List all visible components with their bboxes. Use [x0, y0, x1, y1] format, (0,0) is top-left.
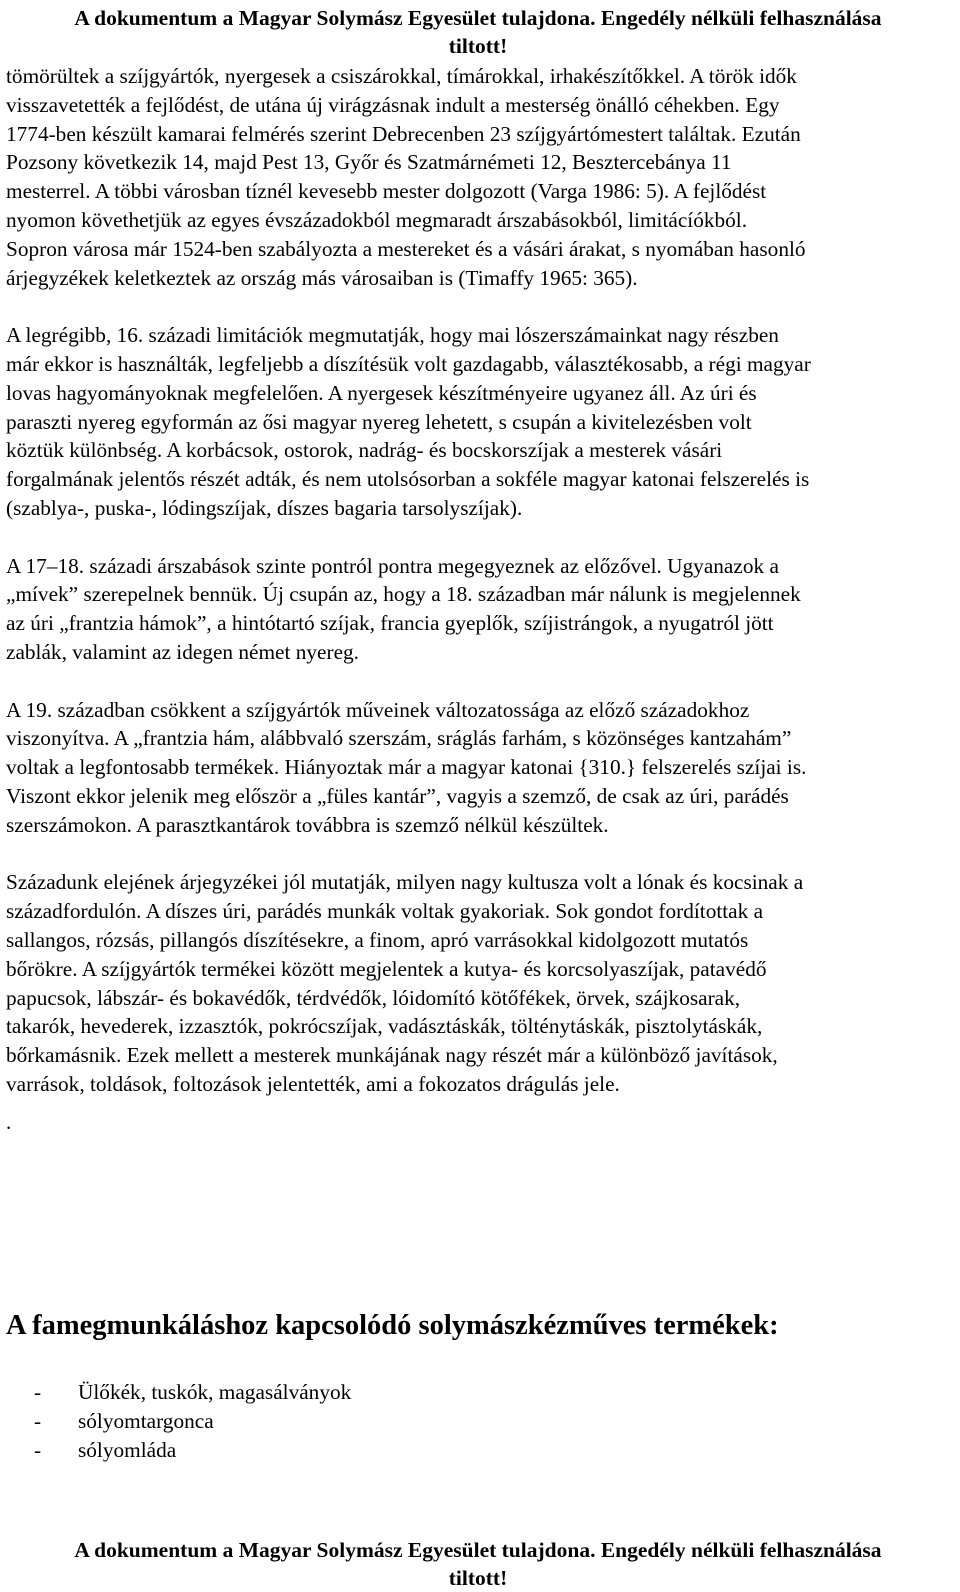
text-line: Viszont ekkor jelenik meg először a „füles kantár”, vagyis a szemző, de csak az úri, parádés: [6, 783, 789, 808]
text-line: „mívek” szerepelnek bennük. Új csupán az, hogy a 18. században már nálunk is megjelennek: [6, 582, 801, 607]
text-line: tömörültek a szíjgyártók, nyergesek a csiszárokkal, tímárokkal, irhakészítőkkel. A török idők: [6, 64, 797, 88]
copyright-header: [6, 4, 950, 60]
text-line: Sopron városa már 1524-ben szabályozta a mestereket és a vásári árakat, s nyomában hasonló: [6, 236, 806, 261]
copyright-header-line-2: tiltott!: [448, 34, 508, 58]
text-line: varrások, toldások, foltozások jelentették, ami a fokozatos drágulás jele.: [6, 1071, 620, 1096]
text-line: sallangos, rózsás, pillangós díszítésekre, a finom, apró varrásokkal kidolgozott mutatós: [6, 927, 749, 952]
list-item: [6, 1407, 351, 1436]
text-line: nyomon követhetjük az egyes évszázadokból megmaradt árszabásokból, limitácíókból.: [6, 207, 748, 232]
list-item-text: sólyomláda: [78, 1437, 177, 1462]
text-line: A legrégibb, 16. századi limitációk megmutatják, hogy mai lószerszámainkat nagy részben: [6, 323, 779, 348]
text-line: már ekkor is használták, legfeljebb a díszítésük volt gazdagabb, választékosabb, a régi magyar: [6, 351, 811, 376]
text-line: szerszámokon. A parasztkantárok továbbra is szemző nélkül készültek.: [6, 812, 609, 837]
text-line: az úri „frantzia hámok”, a hintótartó szíjak, francia gyeplők, szíjistrángok, a nyugatról jött: [6, 611, 774, 636]
product-list: [6, 1378, 351, 1464]
list-item: [6, 1436, 351, 1465]
list-bullet: -: [34, 1437, 42, 1462]
text-line: mesterrel. A többi városban tíznél kevesebb mester dolgozott (Varga 1986: 5). A fejlődést: [6, 179, 767, 204]
text-line: 1774-ben készült kamarai felmérés szerint Debrecenben 23 szíjgyártómestert találtak. Ezután: [6, 121, 801, 146]
list-item-text: sólyomtargonca: [78, 1408, 214, 1433]
copyright-footer: [6, 1536, 950, 1592]
text-line: Pozsony következik 14, majd Pest 13, Győr és Szatmárnémeti 12, Besztercebánya 11: [6, 150, 732, 175]
section-heading: A famegmunkáláshoz kapcsolódó solymászkézműves termékek:: [6, 1310, 779, 1341]
text-line: zablák, valamint az idegen német nyereg.: [6, 639, 360, 664]
text-line: (szablya-, puska-, lódingszíjak, díszes bagaria tarsolyszíjak).: [6, 495, 523, 520]
copyright-footer-line-1: A dokumentum a Magyar Solymász Egyesület tulajdona. Engedély nélküli felhasználása: [74, 1538, 882, 1562]
text-line: századfordulón. A díszes úri, parádés munkák voltak gyakoriak. Sok gondot fordítottak a: [6, 899, 764, 924]
text-line: forgalmának jelentős részét adták, és nem utolsósorban a sokféle magyar katonai felszerelés is: [6, 467, 810, 492]
text-line: A 17–18. századi árszabások szinte pontról pontra megegyeznek az előzővel. Ugyanazok a: [6, 553, 779, 578]
separator-dot: .: [6, 1110, 12, 1134]
text-line: árjegyzékek keletkeztek az ország más városaiban is (Timaffy 1965: 365).: [6, 265, 638, 290]
list-item-text: Ülőkék, tuskók, magasálványok: [78, 1380, 352, 1404]
text-line: Századunk elejének árjegyzékei jól mutatják, milyen nagy kultusza volt a lónak és kocsinak a: [6, 870, 804, 895]
list-item: [6, 1378, 351, 1407]
paragraph-20th-century: [6, 868, 950, 1098]
text-line: bőrökre. A szíjgyártók termékei között megjelentek a kutya- és korcsolyaszíjak, patavédő: [6, 956, 767, 981]
text-line: A 19. században csökkent a szíjgyártók műveinek változatossága az előző századokhoz: [6, 697, 750, 722]
list-bullet: -: [34, 1408, 42, 1433]
text-line: lovas hagyományoknak megfelelően. A nyergesek készítményeire ugyanez áll. Az úri és: [6, 380, 757, 405]
text-line: köztük különbség. A korbácsok, ostorok, nadrág- és bocskorszíjak a mesterek vásári: [6, 438, 723, 463]
text-line: bőrkamásnik. Ezek mellett a mesterek munkájának nagy részét már a különböző javítások,: [6, 1043, 778, 1068]
copyright-header-line-1: A dokumentum a Magyar Solymász Egyesület tulajdona. Engedély nélküli felhasználása: [74, 6, 882, 30]
paragraph-16th-century: [6, 321, 950, 523]
text-line: takarók, hevederek, izzasztók, pokrócszíjak, vadásztáskák, tölténytáskák, pisztolytáskák,: [6, 1014, 763, 1039]
text-line: visszavetették a fejlődést, de utána új virágzásnak indult a mesterség önálló céhekben. Egy: [6, 92, 780, 117]
text-line: voltak a legfontosabb termékek. Hiányoztak már a magyar katonai {310.} felszerelés szíjai is.: [6, 755, 807, 780]
paragraph-17-18th-century: [6, 552, 950, 667]
text-line: papucsok, lábszár- és bokavédők, térdvédők, lóidomító kötőfékek, örvek, szájkosarak,: [6, 985, 741, 1010]
text-line: viszonyítva. A „frantzia hám, alábbvaló szerszám, sráglás farhám, s közönséges kantzahám”: [6, 726, 792, 751]
list-bullet: -: [34, 1380, 42, 1404]
text-line: paraszti nyereg egyformán az ősi magyar nyereg lehetett, s csupán a kivitelezésben volt: [6, 409, 752, 434]
paragraph-guilds: [6, 62, 950, 292]
paragraph-19th-century: [6, 696, 950, 840]
copyright-footer-line-2: tiltott!: [448, 1566, 508, 1590]
body-text: [6, 62, 950, 1127]
